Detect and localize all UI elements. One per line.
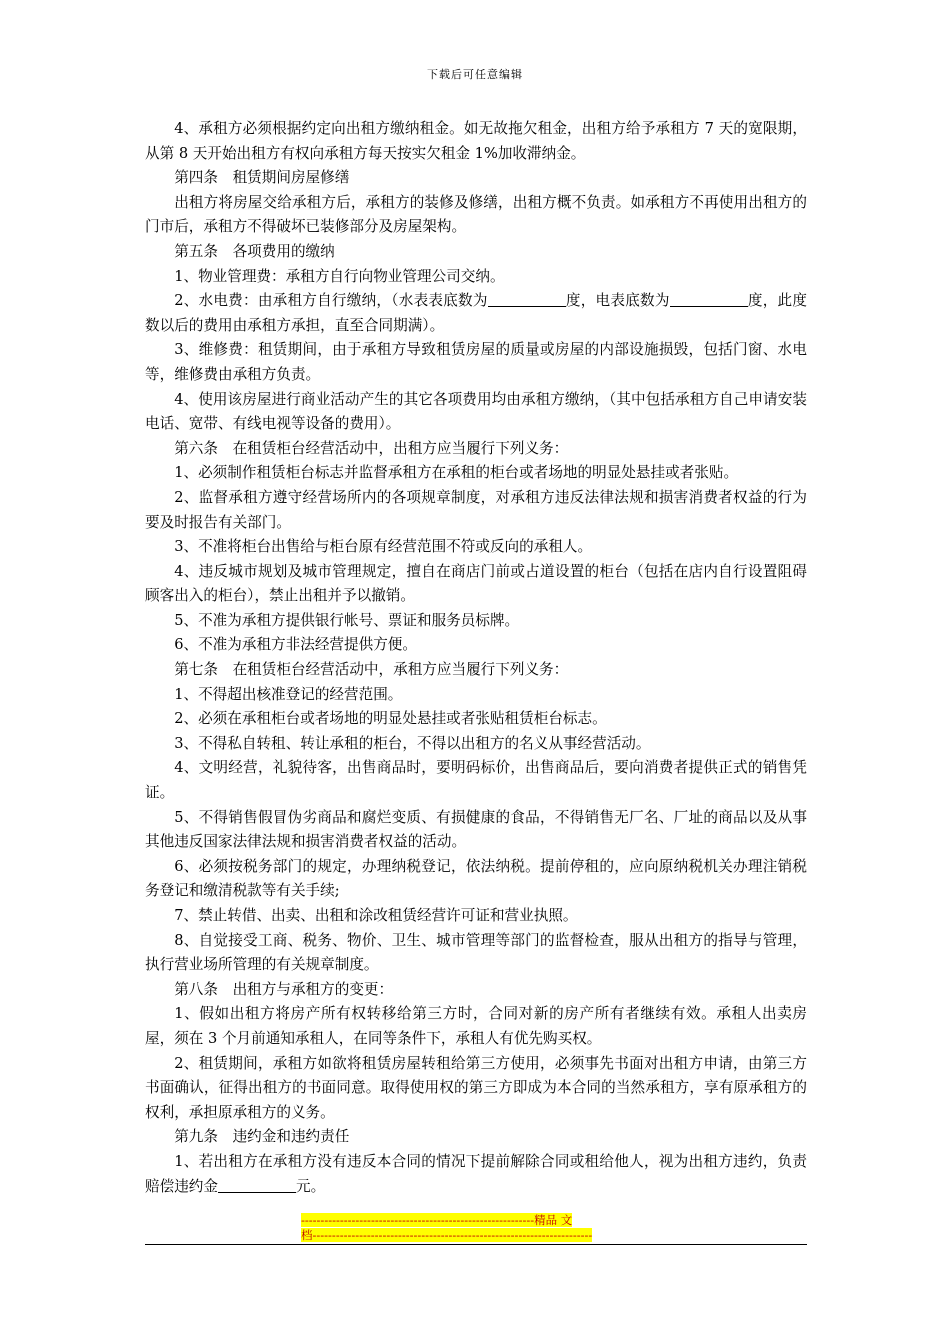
paragraph: 3、不准将柜台出售给与柜台原有经营范围不符或反向的承租人。 [174, 538, 593, 556]
footer-divider [145, 1244, 807, 1245]
article-heading: 第四条 租赁期间房屋修缮 [174, 169, 350, 187]
footer-watermark [301, 1213, 649, 1243]
water-meter-blank [488, 291, 566, 307]
page-header: 下载后可任意编辑 [427, 68, 523, 81]
paragraph-utilities [145, 289, 807, 338]
paragraph: 5、不准为承租方提供银行帐号、票证和服务员标牌。 [174, 611, 520, 629]
paragraph: 4、使用该房屋进行商业活动产生的其它各项费用均由承租方缴纳，（其中包括承租方自己申请安装电话、宽带、有线电视等设备的费用）。 [145, 390, 807, 433]
paragraph: 出租方将房屋交给承租方后，承租方的装修及修缮，出租方概不负责。如承租方不再使用出租方的门市后，承租方不得破坏已装修部分及房屋架构。 [145, 193, 807, 236]
paragraph: 4、文明经营，礼貌待客，出售商品时，要明码标价，出售商品后，要向消费者提供正式的销售凭证。 [145, 759, 807, 802]
paragraph-penalty [145, 1150, 807, 1199]
article-heading: 第九条 违约金和违约责任 [174, 1128, 350, 1146]
article-heading: 第六条 在租赁柜台经营活动中，出租方应当履行下列义务： [174, 439, 569, 457]
article-heading: 第八条 出租方与承租方的变更： [174, 980, 394, 998]
paragraph: 1、假如出租方将房产所有权转移给第三方时，合同对新的房产所有者继续有效。承租人出卖房屋，须在 3 个月前通知承租人，在同等条件下，承租人有优先购买权。 [145, 1005, 807, 1047]
paragraph: 3、不得私自转租、转让承租的柜台，不得以出租方的名义从事经营活动。 [174, 734, 651, 752]
paragraph: 7、禁止转借、出卖、出租和涂改租赁经营许可证和营业执照。 [174, 907, 578, 924]
electric-meter-blank [670, 291, 748, 307]
utilities-tail: 度，此度数以后的费用由承租方承担，直至合同期满）。 [145, 292, 807, 334]
paragraph: 2、租赁期间，承租方如欲将租赁房屋转租给第三方使用，必须事先书面对出租方申请，由第三方书面确认，征得出租方的书面同意。取得使用权的第三方即成为本合同的当然承租方，享有原承租方的权利，承担原承租方的义务。 [145, 1054, 807, 1121]
paragraph: 1、不得超出核准登记的经营范围。 [174, 685, 403, 703]
footer-watermark-line1: ------------------------------------------------------------精品 文 [301, 1213, 573, 1227]
article-heading: 第七条 在租赁柜台经营活动中，承租方应当履行下列义务： [174, 661, 569, 679]
penalty-tail: 元。 [295, 1177, 326, 1195]
utilities-mid: 度，电表底数为 [565, 292, 670, 310]
paragraph: 6、不准为承租方非法经营提供方便。 [174, 636, 417, 654]
paragraph: 3、维修费：租赁期间，由于承租方导致租赁房屋的质量或房屋的内部设施损毁，包括门窗、水电等，维修费由承租方负责。 [145, 341, 807, 383]
penalty-amount-blank [218, 1177, 296, 1193]
paragraph: 1、物业管理费：承租方自行向物业管理公司交纳。 [174, 267, 505, 285]
utilities-lead: 2、水电费：由承租方自行缴纳，（水表表底数为 [174, 292, 488, 310]
paragraph: 8、自觉接受工商、税务、物价、卫生、城市管理等部门的监督检查，服从出租方的指导与管理，执行营业场所管理的有关规章制度。 [145, 931, 807, 974]
paragraph: 5、不得销售假冒伪劣商品和腐烂变质、有损健康的食品，不得销售无厂名、厂址的商品以及从事其他违反国家法律法规和损害消费者权益的活动。 [145, 808, 807, 851]
footer-watermark-line2: 档------------------------------------------------------------------------ [301, 1228, 593, 1242]
paragraph: 2、监督承租方遵守经营场所内的各项规章制度，对承租方违反法律法规和损害消费者权益的行为要及时报告有关部门。 [145, 488, 807, 531]
paragraph: 6、必须按税务部门的规定，办理纳税登记，依法纳税。提前停租的，应向原纳税机关办理注销税务登记和缴清税款等有关手续; [145, 857, 807, 900]
paragraph: 4、违反城市规划及城市管理规定，擅自在商店门前或占道设置的柜台（包括在店内自行设置阻碍顾客出入的柜台），禁止出租并予以撤销。 [145, 562, 807, 605]
paragraph: 1、必须制作租赁柜台标志并监督承租方在承租的柜台或者场地的明显处悬挂或者张贴。 [174, 464, 739, 482]
paragraph: 2、必须在承租柜台或者场地的明显处悬挂或者张贴租赁柜台标志。 [174, 710, 607, 728]
article-heading: 第五条 各项费用的缴纳 [174, 242, 335, 260]
penalty-lead: 1、若出租方在承租方没有违反本合同的情况下提前解除合同或租给他人，视为出租方违约，负责赔偿违约金 [145, 1152, 807, 1195]
document-body [145, 117, 807, 1199]
paragraph: 4、承租方必须根据约定向出租方缴纳租金。如无故拖欠租金，出租方给予承租方 7 天的宽限期，从第 8 天开始出租方有权向承租方每天按实欠租金 1%加收滞纳金。 [145, 120, 807, 162]
